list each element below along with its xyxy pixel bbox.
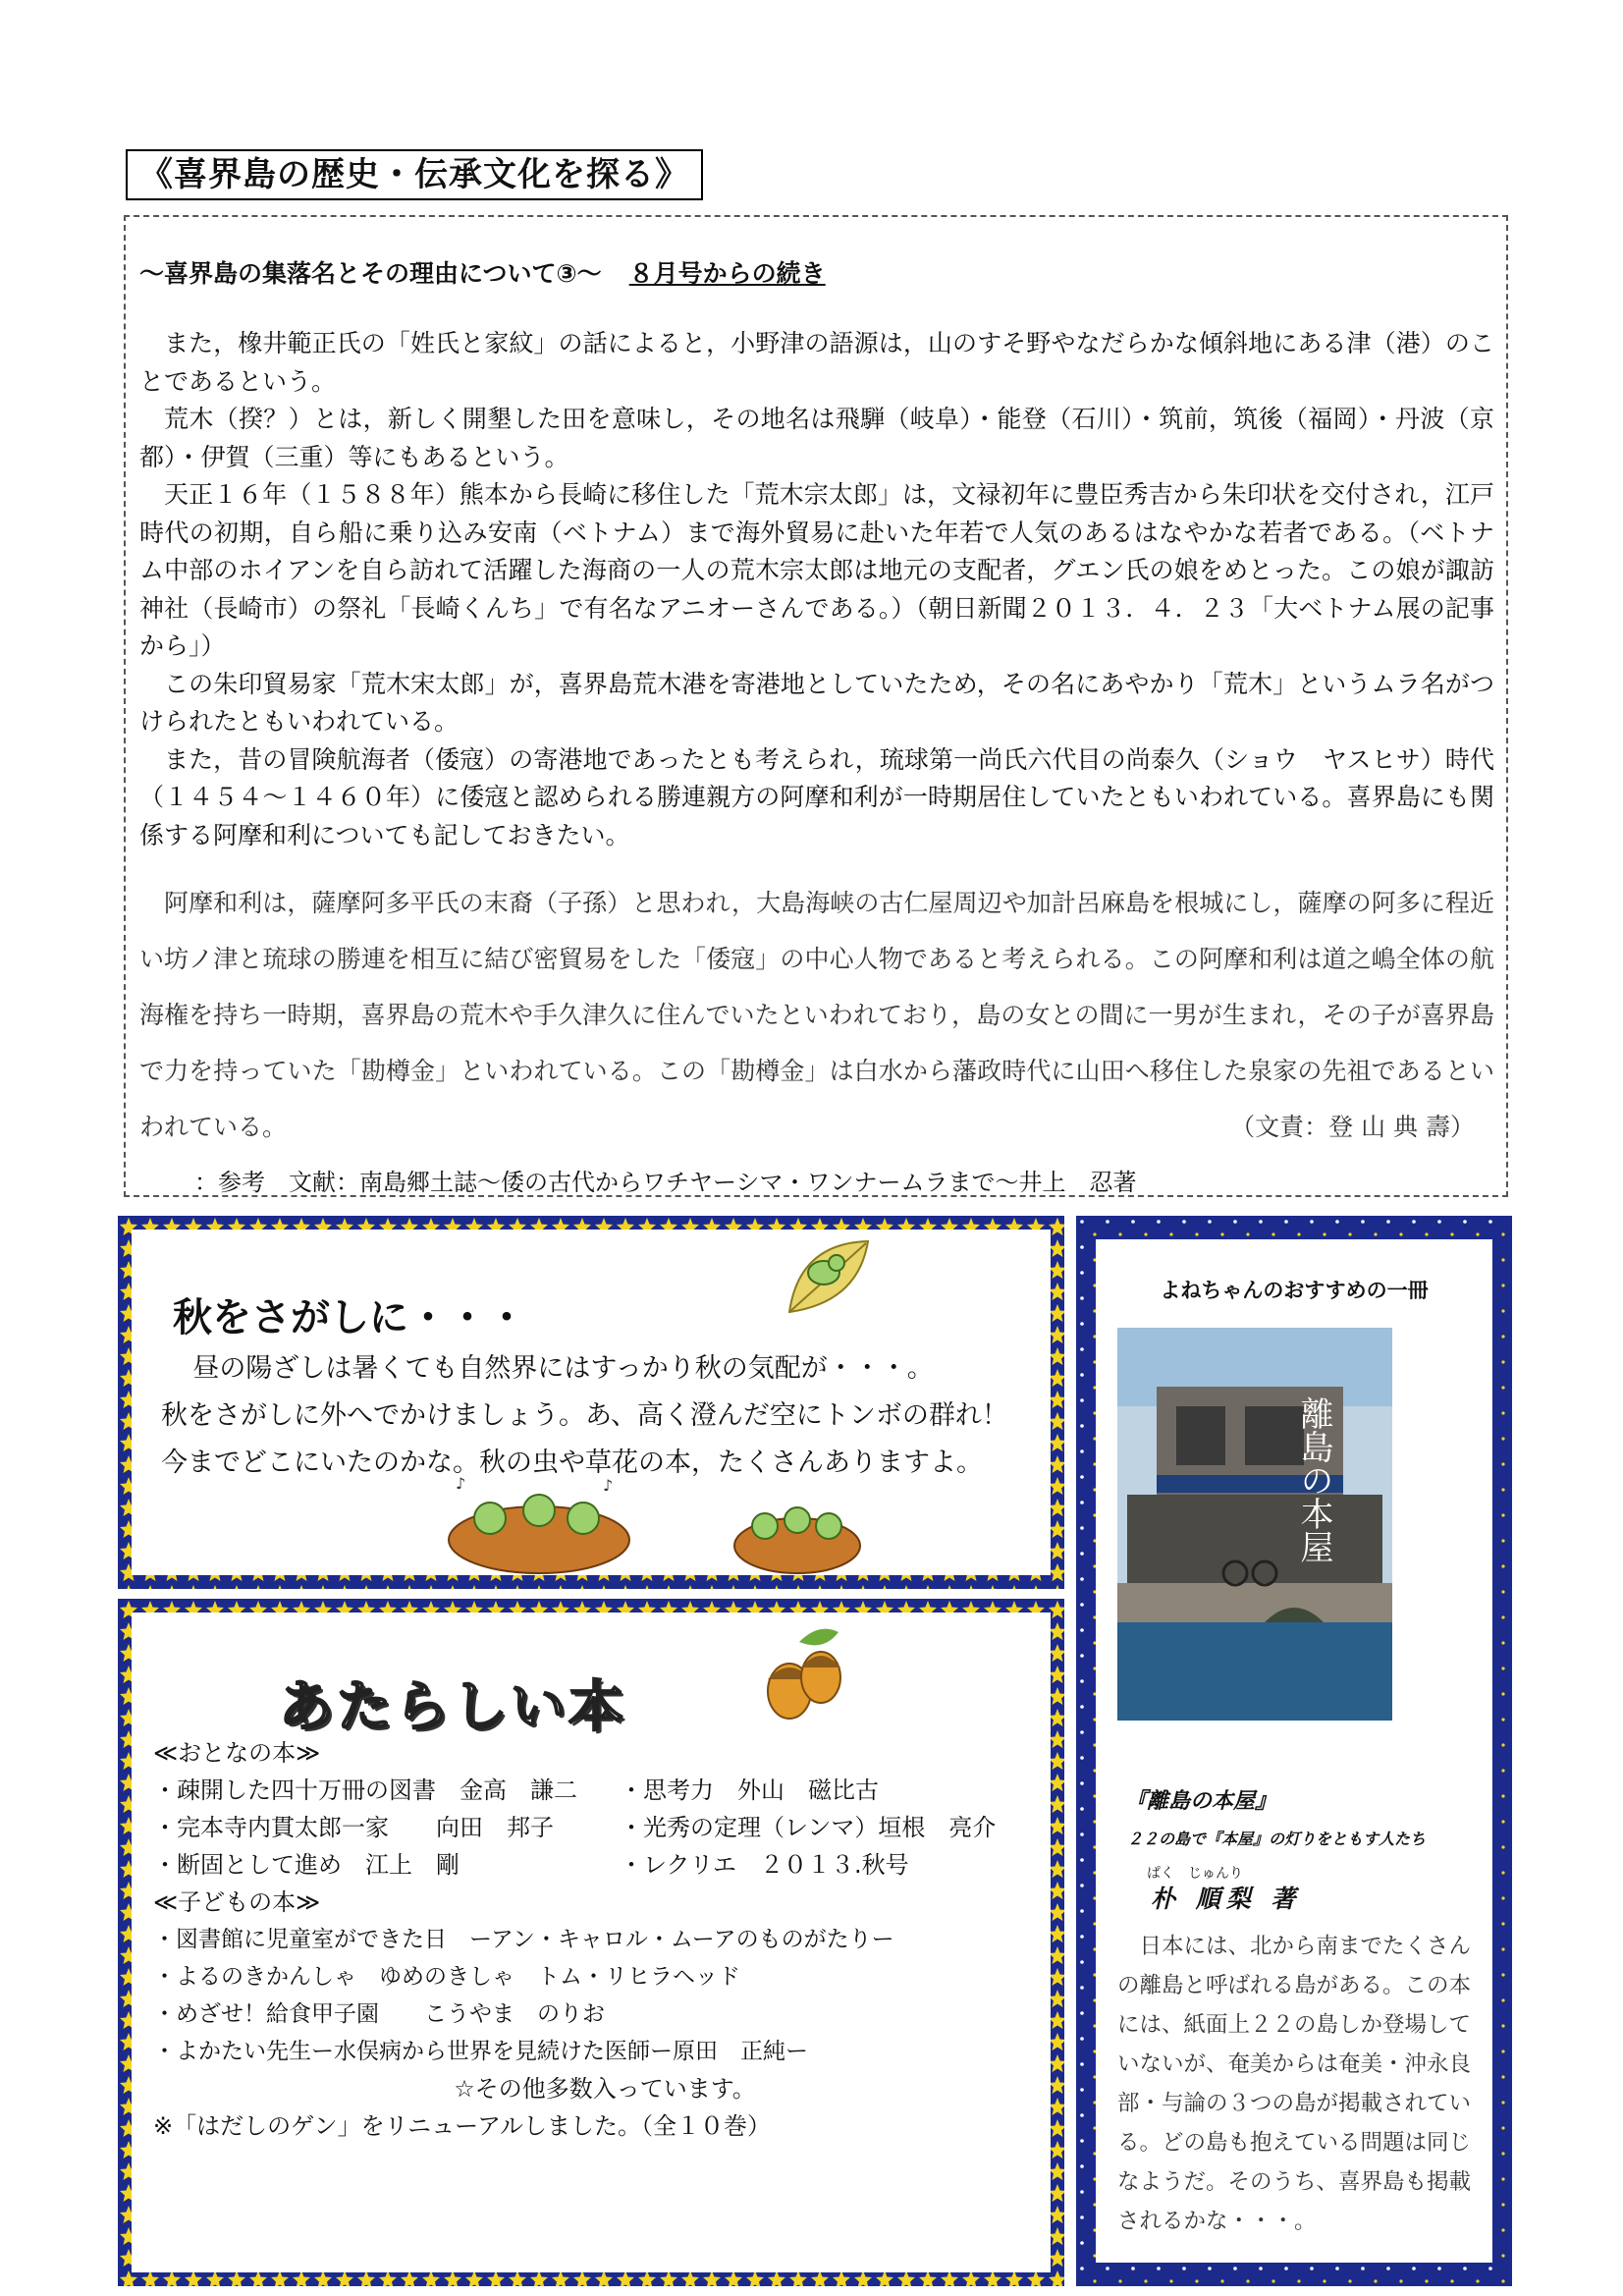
history-subtitle-main: ～喜界島の集落名とその理由について③～ bbox=[139, 259, 602, 288]
reference-line: ：参考 文献：南島郷土誌～倭の古代からワチヤーシマ・ワンナームラまで～井上 忍著 bbox=[194, 1169, 1137, 1196]
book-entry: ・完本寺内貫太郎一家 向田 邦子 bbox=[153, 1814, 554, 1841]
page-title: 《喜界島の歴史・伝承文化を探る》 bbox=[126, 149, 703, 200]
kids-books-heading: ≪子どもの本≫ bbox=[153, 1888, 321, 1916]
insect-band-icon bbox=[730, 1483, 863, 1577]
renewal-note: ※「はだしのゲン」をリニューアルしました。（全１０巻） bbox=[153, 2112, 771, 2140]
book-entry: ・疎開した四十万冊の図書 金高 謙二 bbox=[153, 1777, 577, 1804]
history-body bbox=[139, 325, 1494, 854]
autumn-line: 秋をさがしに外へでかけましょう。あ、高く澄んだ空にトンボの群れ！ bbox=[161, 1400, 1008, 1431]
book-entry: ・断固として進め 江上 剛 bbox=[153, 1851, 460, 1879]
insect-band-icon bbox=[446, 1471, 632, 1577]
list-item bbox=[153, 1809, 1056, 1846]
svg-text:♪: ♪ bbox=[456, 1474, 466, 1493]
book-entry: ・レクリエ ２０１３.秋号 bbox=[620, 1851, 909, 1879]
new-books-section bbox=[118, 1599, 1064, 2286]
grasshopper-leaf-icon bbox=[780, 1233, 878, 1322]
recommend-heading: よねちゃんのおすすめの一冊 bbox=[1160, 1278, 1429, 1302]
history-body-amawari bbox=[139, 875, 1494, 1155]
book-entry: ・光秀の定理（レンマ）垣根 亮介 bbox=[620, 1814, 997, 1841]
book-entry: ・図書館に児童室ができた日 ーアン・キャロル・ムーアのものがたりー bbox=[153, 1927, 894, 1952]
recommend-section bbox=[1076, 1216, 1512, 2286]
history-paragraph: この朱印貿易家「荒木宋太郎」が，喜界島荒木港を寄港地としていたため，その名にあやかり「荒木」というムラ名がつけられたともいわれている。 bbox=[139, 669, 1494, 736]
author-ruby: ぱく じゅんり bbox=[1147, 1866, 1243, 1882]
history-paragraph: また，橡井範正氏の「姓氏と家紋」の話によると，小野津の語源は，山のすそ野やなだらかな傾斜地にある津（港）のことであるという。 bbox=[139, 329, 1494, 396]
autumn-line: 昼の陽ざしは暑くても自然界にはすっかり秋の気配が・・・。 bbox=[192, 1353, 934, 1384]
autumn-line: 今までどこにいたのかな。秋の虫や草花の本，たくさんありますよ。 bbox=[161, 1448, 983, 1478]
book-cover-image bbox=[1117, 1328, 1392, 1721]
new-books-title: あたらしい本 bbox=[279, 1675, 626, 1739]
history-paragraph: また，昔の冒険航海者（倭寇）の寄港地であったとも考えられ，琉球第一尚氏六代目の尚泰久（ショウ ヤスヒサ）時代（１４５４～１４６０年）に倭寇と認められる勝連親方の阿摩和利が一時期居住していたともいわれている。喜界島にも関係する阿摩和利についても記しておきたい。 bbox=[139, 744, 1494, 849]
autumn-text bbox=[161, 1345, 1045, 1487]
svg-text:♪: ♪ bbox=[603, 1476, 614, 1495]
acorn-icon bbox=[760, 1622, 848, 1730]
article-author: （文責：登 山 典 壽） bbox=[1230, 1113, 1475, 1141]
history-section bbox=[124, 215, 1508, 1197]
book-entry: ・よるのきかんしゃ ゆめのきしゃ トム・リヒラヘッド bbox=[153, 1964, 740, 1990]
more-books-note: ☆その他多数入っています。 bbox=[454, 2075, 756, 2103]
book-entry: ・よかたい先生ー水俣病から世界を見続けた医師ー原田 正純ー bbox=[153, 2039, 808, 2064]
autumn-section bbox=[118, 1216, 1064, 1589]
book-title: 『離島の本屋』 bbox=[1125, 1788, 1277, 1814]
history-paragraph: 阿摩和利は，薩摩阿多平氏の末裔（子孫）と思われ，大島海峡の古仁屋周辺や加計呂麻島を根城にし，薩摩の阿多に程近い坊ノ津と琉球の勝連を相互に結び密貿易をした「倭寇」の中心人物であると考えられる。この阿摩和利は道之嶋全体の航海権を持ち一時期，喜界島の荒木や手久津久に住んでいたといわれており，島の女との間に一男が生まれ，その子が喜界島で力を持っていた「勘樽金」といわれている。この「勘樽金」は白水から藩政時代に山田へ移住した泉家の先祖であるといわれている。 bbox=[139, 889, 1494, 1141]
book-entry: ・めざせ！給食甲子園 こうやま のりお bbox=[153, 2001, 605, 2027]
list-item bbox=[153, 1772, 1056, 1809]
recommend-text bbox=[1117, 1927, 1473, 2241]
history-paragraph: 荒木（揆？）とは，新しく開墾した田を意味し，その地名は飛騨（岐阜）・能登（石川）・筑前，筑後（福岡）・丹波（京都）・伊賀（三重）等にもあるという。 bbox=[139, 405, 1494, 471]
history-subtitle bbox=[139, 254, 826, 290]
history-subtitle-continued: ８月号からの続き bbox=[628, 259, 826, 288]
book-entry: ・思考力 外山 磁比古 bbox=[620, 1777, 879, 1804]
list-item bbox=[153, 1846, 1056, 1884]
autumn-title: 秋をさがしに・・・ bbox=[173, 1295, 526, 1340]
history-paragraph: 天正１６年（１５８８年）熊本から長崎に移住した「荒木宗太郎」は，文禄初年に豊臣秀吉から朱印状を交付され，江戸時代の初期，自ら船に乗り込み安南（ベトナム）まで海外貿易に赴いた年若で人気のあるはなやかな若者である。（ベトナム中部のホイアンを自ら訪れて活躍した海商の一人の荒木宗太郎は地元の支配者，グエン氏の娘をめとった。この娘が諏訪神社（長崎市）の祭礼「長崎くんち」で有名なアニオーさんである。）（朝日新聞２０１３．４．２３「大ベトナム展の記事から」） bbox=[139, 480, 1494, 660]
recommend-panel bbox=[1096, 1239, 1492, 2263]
adult-books-heading: ≪おとなの本≫ bbox=[153, 1739, 321, 1767]
cover-title: 離島の本屋 bbox=[1294, 1396, 1333, 1563]
recommend-paragraph: 日本には、北から南までたくさんの離島と呼ばれる島がある。この本には、紙面上２２の島しか登場していないが、奄美からは奄美・沖永良部・与論の３つの島が掲載されている。どの島も抱えている問題は同じなようだ。そのうち、喜界島も掲載されるかな・・・。 bbox=[1117, 1934, 1472, 2234]
new-books-list bbox=[153, 1734, 1056, 2145]
book-subtitle: ２２の島で『本屋』の灯りをともす人たち bbox=[1127, 1830, 1427, 1848]
book-author: 朴 順梨 著 bbox=[1151, 1885, 1302, 1913]
